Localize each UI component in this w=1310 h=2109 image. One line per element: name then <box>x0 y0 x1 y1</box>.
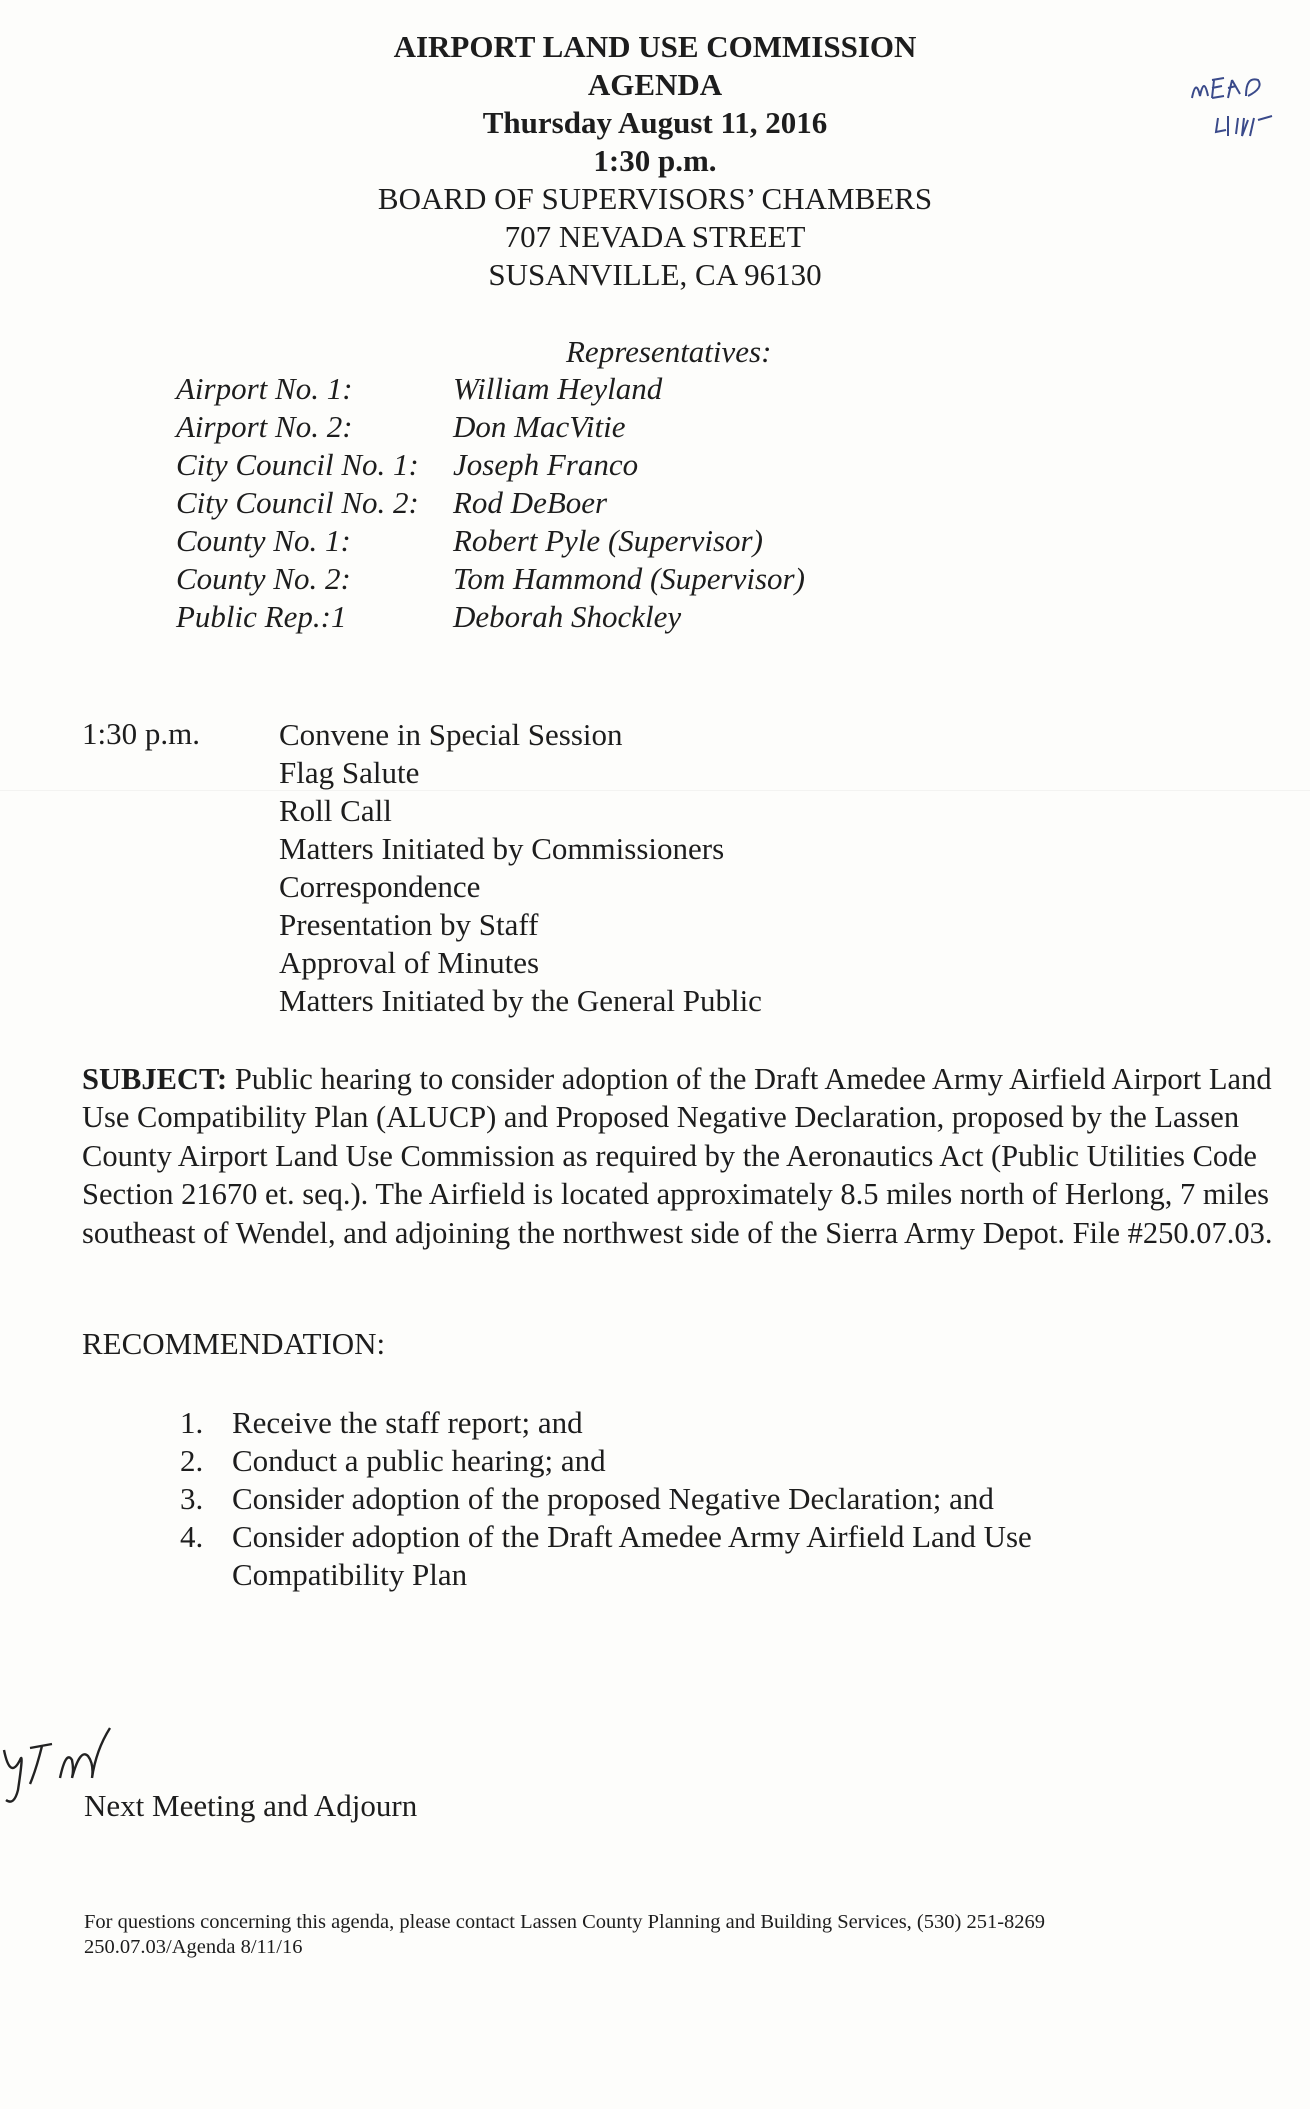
rep-name: Rod DeBoer <box>453 485 608 520</box>
meeting-date: Thursday August 11, 2016 <box>482 105 828 140</box>
subject-paragraph <box>82 1060 1292 1252</box>
rep-row <box>176 560 805 598</box>
agenda-item: Convene in Special Session <box>279 717 623 752</box>
item-text: Receive the staff report; and <box>232 1405 583 1440</box>
item-number: 4. <box>180 1519 204 1554</box>
rep-name: Deborah Shockley <box>453 599 682 634</box>
rep-role: Airport No. 1: <box>176 371 353 406</box>
representatives-heading: Representatives: <box>566 334 772 369</box>
rep-row <box>176 446 638 484</box>
agenda-item: Correspondence <box>279 869 481 904</box>
agenda-item: Flag Salute <box>279 755 420 790</box>
agenda-item: Matters Initiated by Commissioners <box>279 831 725 866</box>
session-time: 1:30 p.m. <box>82 716 200 751</box>
agenda-item: Roll Call <box>279 793 392 828</box>
rep-row <box>176 484 607 522</box>
item-text: Consider adoption of the proposed Negative Declaration; and <box>232 1481 994 1516</box>
city-state-zip: SUSANVILLE, CA 96130 <box>488 257 822 292</box>
recommendation-item <box>180 1480 1180 1518</box>
rep-role: County No. 1: <box>176 523 351 558</box>
recommendation-item <box>180 1442 1180 1480</box>
meeting-time: 1:30 p.m. <box>593 143 717 178</box>
subject-label: SUBJECT: <box>82 1062 228 1096</box>
file-reference: 250.07.03/Agenda 8/11/16 <box>84 1936 303 1958</box>
rep-role: City Council No. 1: <box>176 447 419 482</box>
recommendation-heading: RECOMMENDATION: <box>82 1326 386 1361</box>
rep-role: County No. 2: <box>176 561 351 596</box>
item-text: Consider adoption of the Draft Amedee Army Airfield Land Use Compatibility Plan <box>232 1519 1032 1592</box>
street-address: 707 NEVADA STREET <box>504 219 806 254</box>
rep-name: William Heyland <box>453 371 663 406</box>
rep-row <box>176 598 681 636</box>
handwritten-note <box>1188 58 1298 153</box>
meeting-location: BOARD OF SUPERVISORS’ CHAMBERS <box>377 181 933 216</box>
next-meeting: Next Meeting and Adjourn <box>84 1788 418 1823</box>
rep-role: Airport No. 2: <box>176 409 353 444</box>
item-number: 1. <box>180 1405 204 1440</box>
recommendation-item <box>180 1404 1180 1442</box>
item-number: 2. <box>180 1443 204 1478</box>
recommendation-item <box>180 1518 1180 1594</box>
agenda-item: Matters Initiated by the General Public <box>279 983 762 1018</box>
subject-text: Public hearing to consider adoption of the Draft Amedee Army Airfield Airport Land Use Compatibility Plan (ALUCP) and Proposed Negative Declaration, proposed by the Lassen County Airport Land Use Commission as required by the Aeronautics Act (Public Utilities Code Section 21670 et. seq.). The Airfield is located approximately 8.5 miles north of Herlong, 7 miles southeast of Wendel, and adjoining the northwest side of the Sierra Army Depot. File #250.07.03. <box>82 1062 1273 1250</box>
agenda-item: Presentation by Staff <box>279 907 539 942</box>
rep-name: Joseph Franco <box>453 447 639 482</box>
rep-row <box>176 408 625 446</box>
item-number: 3. <box>180 1481 204 1516</box>
rep-row <box>176 522 763 560</box>
commission-title: AIRPORT LAND USE COMMISSION <box>393 29 917 64</box>
rep-name: Don MacVitie <box>453 409 626 444</box>
item-text: Conduct a public hearing; and <box>232 1443 606 1478</box>
rep-name: Tom Hammond (Supervisor) <box>453 561 805 596</box>
agenda-title: AGENDA <box>587 67 723 102</box>
fold-line <box>0 790 1310 791</box>
contact-info: For questions concerning this agenda, please contact Lassen County Planning and Building Services, (530) 251-8269 <box>84 1911 1046 1933</box>
agenda-item: Approval of Minutes <box>279 945 540 980</box>
rep-role: Public Rep.:1 <box>176 599 347 634</box>
rep-row <box>176 370 662 408</box>
rep-name: Robert Pyle (Supervisor) <box>453 523 763 558</box>
rep-role: City Council No. 2: <box>176 485 419 520</box>
document-header <box>0 28 1310 294</box>
footer <box>84 1910 1045 1960</box>
